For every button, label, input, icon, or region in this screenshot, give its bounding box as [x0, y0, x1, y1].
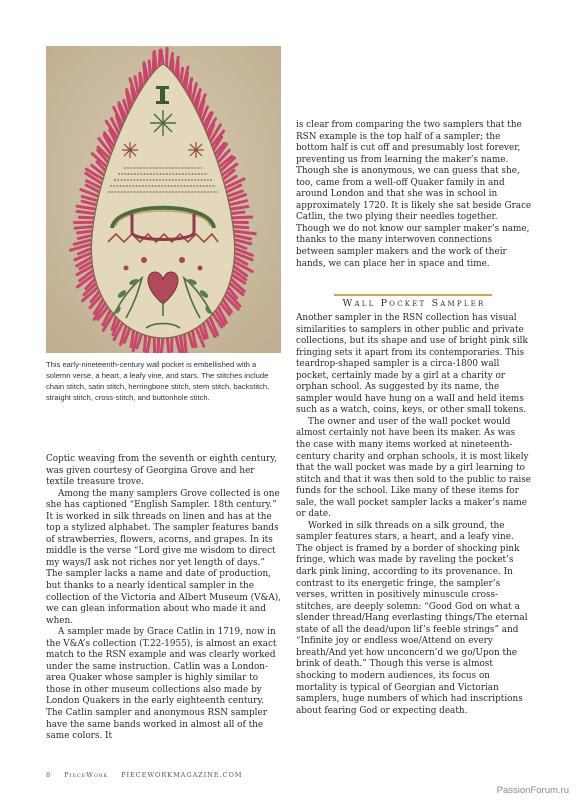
wall-pocket-photo: [46, 46, 281, 353]
wall-pocket-illustration: [46, 46, 281, 353]
magazine-name: PieceWork: [64, 771, 109, 779]
left-column: [46, 454, 282, 743]
paragraph: Coptic weaving from the seventh or eighth century, was given courtesy of Georgina Grove and her textile treasure trove.: [46, 454, 277, 488]
section-divider: [334, 294, 492, 296]
paragraph: The owner and user of the wall pocket would almost certainly not have been its maker. As was the case with many items worked at nineteenth-century charity and orphan schools, it is most likely that the wall pocket was made by a girl learning to stitch and that it was then sold to the public to raise funds for the school. Like many of these items for sale, the wall pocket sampler lacks a maker’s name or date.: [296, 416, 532, 520]
section-heading: Wall Pocket Sampler: [342, 298, 486, 309]
right-column-bottom: [296, 313, 532, 717]
watermark: PassionForum.ru: [496, 785, 569, 796]
paragraph: A sampler made by Grace Catlin in 1719, now in the V&A’s collection (T.22-1955), is almost an exact match to the RSN example and was clearly worked under the same instruction. Catlin was a London-area Quaker whose sampler is highly similar to those in other museum collections also made by London Quakers in the early eighteenth century. The Catlin sampler and anonymous RSN sampler have the same bands worked in almost all of the same colors. It: [46, 627, 277, 742]
paragraph: Worked in silk threads on a silk ground, the sampler features stars, a heart, and a leafy vine. The object is framed by a border of shocking pink fringe, which was made by raveling the pocket’s dark pink lining, according to its provenance. In contrast to its energetic fringe, the sampler’s verses, written in positively minuscule cross-stitches, are deeply solemn: “Good God on what a slender thread/Hang everlasting things/The eternal state of all the dead/upon lif’s feeble strings” and “Infinite joy or endless woe/Attend on every breath/And yet how unconcern’d we go/Upon the brink of death.” Though this verse is almost shocking to modern audiences, its focus on mortality is typical of Georgian and Victorian samplers, huge numbers of which had inscriptions about fearing God or expecting death.: [296, 520, 528, 716]
figure-caption: This early-nineteenth-century wall pocket is embellished with a solemn verse, a heart, a leafy vine, and stars. The stitches include chain stitch, satin stitch, herringbone stitch, stem stitch, backstitch, straight stitch, cross-stitch, and buttonhole stitch.: [46, 360, 270, 402]
page-number: 8: [46, 771, 52, 779]
page-footer: [46, 771, 526, 779]
star-icon: [188, 142, 204, 158]
star-icon: [122, 142, 138, 158]
paragraph: is clear from comparing the two samplers that the RSN example is the top half of a sampler; the bottom half is cut off and presumably lost forever, preventing us from learning the maker’s name. Though she is anonymous, we can guess that she, too, came from a well-off Quaker family in and around London and that she was in school in approximately 1720. It is likely she sat beside Grace Catlin, the two plying their needles together. Though we do not know our sampler maker’s name, thanks to the many interwoven connections between sampler makers and the work of their hands, we can place her in space and time.: [296, 120, 532, 269]
paragraph: Among the many samplers Grove collected is one she has captioned “English Sampler. 18th century.” It is worked in silk threads on linen and has at the top a stylized alphabet. The sampler features bands of strawberries, flowers, acorns, and grapes. In its middle is the verse “Lord give me wisdom to direct my ways/I ask not riches nor yet length of days.” The sampler lacks a name and date of production, but thanks to a nearly identical sampler in the collection of the Victoria and Albert Museum (V&A), we can glean information about who made it and when.: [46, 488, 281, 626]
magazine-website: PIECEWORKMAGAZINE.COM: [121, 771, 243, 779]
paragraph: Another sampler in the RSN collection has visual similarities to samplers in other public and private collections, but its shape and use of bright pink silk fringing sets it apart from its contemporaries. This teardrop-shaped sampler is a circa-1800 wall pocket, certainly made by a girl at a charity or orphan school. As suggested by its name, the sampler would have hung on a wall and held items such as a watch, coins, keys, or other small tokens.: [296, 313, 528, 416]
right-column-top: [296, 120, 532, 270]
